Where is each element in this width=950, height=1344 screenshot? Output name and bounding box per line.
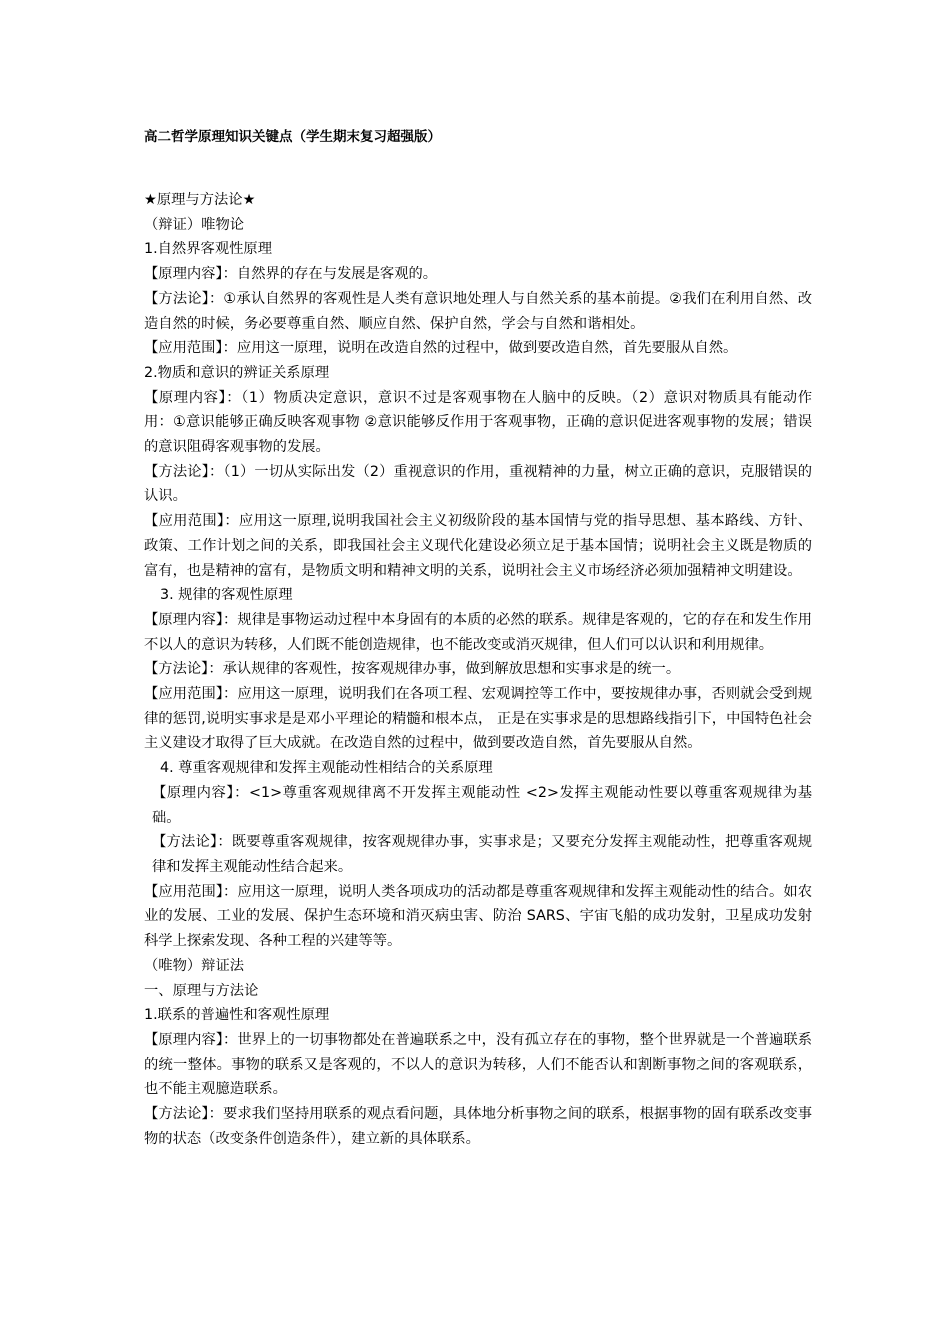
heading-line: 3. 规律的客观性原理 [160,587,293,604]
heading-line: 4. 尊重客观规律和发挥主观能动性相结合的关系原理 [160,760,493,777]
paragraph: 【应用范围】：应用这一原理，说明在改造自然的过程中，做到要改造自然，首先要服从自然。 [144,340,738,357]
heading-line: 1.自然界客观性原理 [144,241,273,258]
paragraph: 【应用范围】：应用这一原理,说明我国社会主义初级阶段的基本国情与党的指导思想、基本路线、方针、政策、工作计划之间的关系，即我国社会主义现代化建设必须立足于基本国情；说明社会主义既是物质的富有，也是精神的富有，是物质文明和精神文明的关系，说明社会主义市场经济必须加强精神文明建设。 [144,513,812,579]
paragraph: 【应用范围】：应用这一原理，说明人类各项成功的活动都是尊重客观规律和发挥主观能动性的结合。如农业的发展、工业的发展、保护生态环境和消灭病虫害、防治 SARS、宇宙飞船的成功发射，卫星成功发射科学上探索发现、各种工程的兴建等等。 [144,883,812,950]
paragraph: 【应用范围】：应用这一原理，说明我们在各项工程、宏观调控等工作中，要按规律办事，否则就会受到规律的惩罚,说明实事求是是邓小平理论的精髓和根本点， 正是在实事求是的思想路线指引下，中国特色社会主义建设才取得了巨大成就。在改造自然的过程中，做到要改造自然，首先要服从自然。 [144,686,812,752]
heading-line: 1.联系的普遍性和客观性原理 [144,1007,330,1024]
paragraph: 【原理内容】：自然界的存在与发展是客观的。 [144,266,438,283]
paragraph: 【原理内容】：<1>尊重客观规律离不开发挥主观能动性 <2>发挥主观能动性要以尊重客观规律为基础。 [152,784,812,826]
heading-line: （唯物）辩证法 [144,957,245,974]
document-body [144,188,812,1151]
document-page [144,126,812,1151]
heading-line: 2.物质和意识的辨证关系原理 [144,364,330,381]
paragraph: 【方法论】：承认规律的客观性，按客观规律办事，做到解放思想和实事求是的统一。 [144,661,681,678]
paragraph: 【方法论】：①承认自然界的客观性是人类有意识地处理人与自然关系的基本前提。②我们在利用自然、改造自然的时候，务必要尊重自然、顺应自然、保护自然，学会与自然和谐相处。 [144,290,812,332]
paragraph: 【方法论】：要求我们坚持用联系的观点看问题，具体地分析事物之间的联系，根据事物的固有联系改变事物的状态（改变条件创造条件），建立新的具体联系。 [144,1106,812,1147]
paragraph: 【原理内容】：世界上的一切事物都处在普遍联系之中，没有孤立存在的事物，整个世界就是一个普遍联系的统一整体。事物的联系又是客观的，不以人的意识为转移，人们不能否认和割断事物之间的客观联系，也不能主观臆造联系。 [144,1031,812,1098]
heading-line: 一、原理与方法论 [144,982,259,999]
paragraph: 【原理内容】：（1）物质决定意识，意识不过是客观事物在人脑中的反映。（2）意识对物质具有能动作用：①意识能够正确反映客观事物 ②意识能够反作用于客观事物，正确的意识促进客观事物的发展；错误的意识阻碍客观事物的发展。 [144,389,812,456]
paragraph: 【方法论】：（1）一切从实际出发（2）重视意识的作用，重视精神的力量，树立正确的意识，克服错误的认识。 [144,463,812,505]
heading-line: （辩证）唯物论 [144,216,245,233]
document-title: 高二哲学原理知识关键点（学生期末复习超强版） [144,129,441,145]
paragraph: 【原理内容】：规律是事物运动过程中本身固有的本质的必然的联系。规律是客观的，它的存在和发生作用不以人的意识为转移，人们既不能创造规律，也不能改变或消灭规律，但人们可以认识和利用规律。 [144,611,812,653]
paragraph: 【方法论】：既要尊重客观规律，按客观规律办事，实事求是；又要充分发挥主观能动性，把尊重客观规律和发挥主观能动性结合起来。 [152,834,812,875]
heading-line: ★原理与方法论★ [144,192,256,208]
